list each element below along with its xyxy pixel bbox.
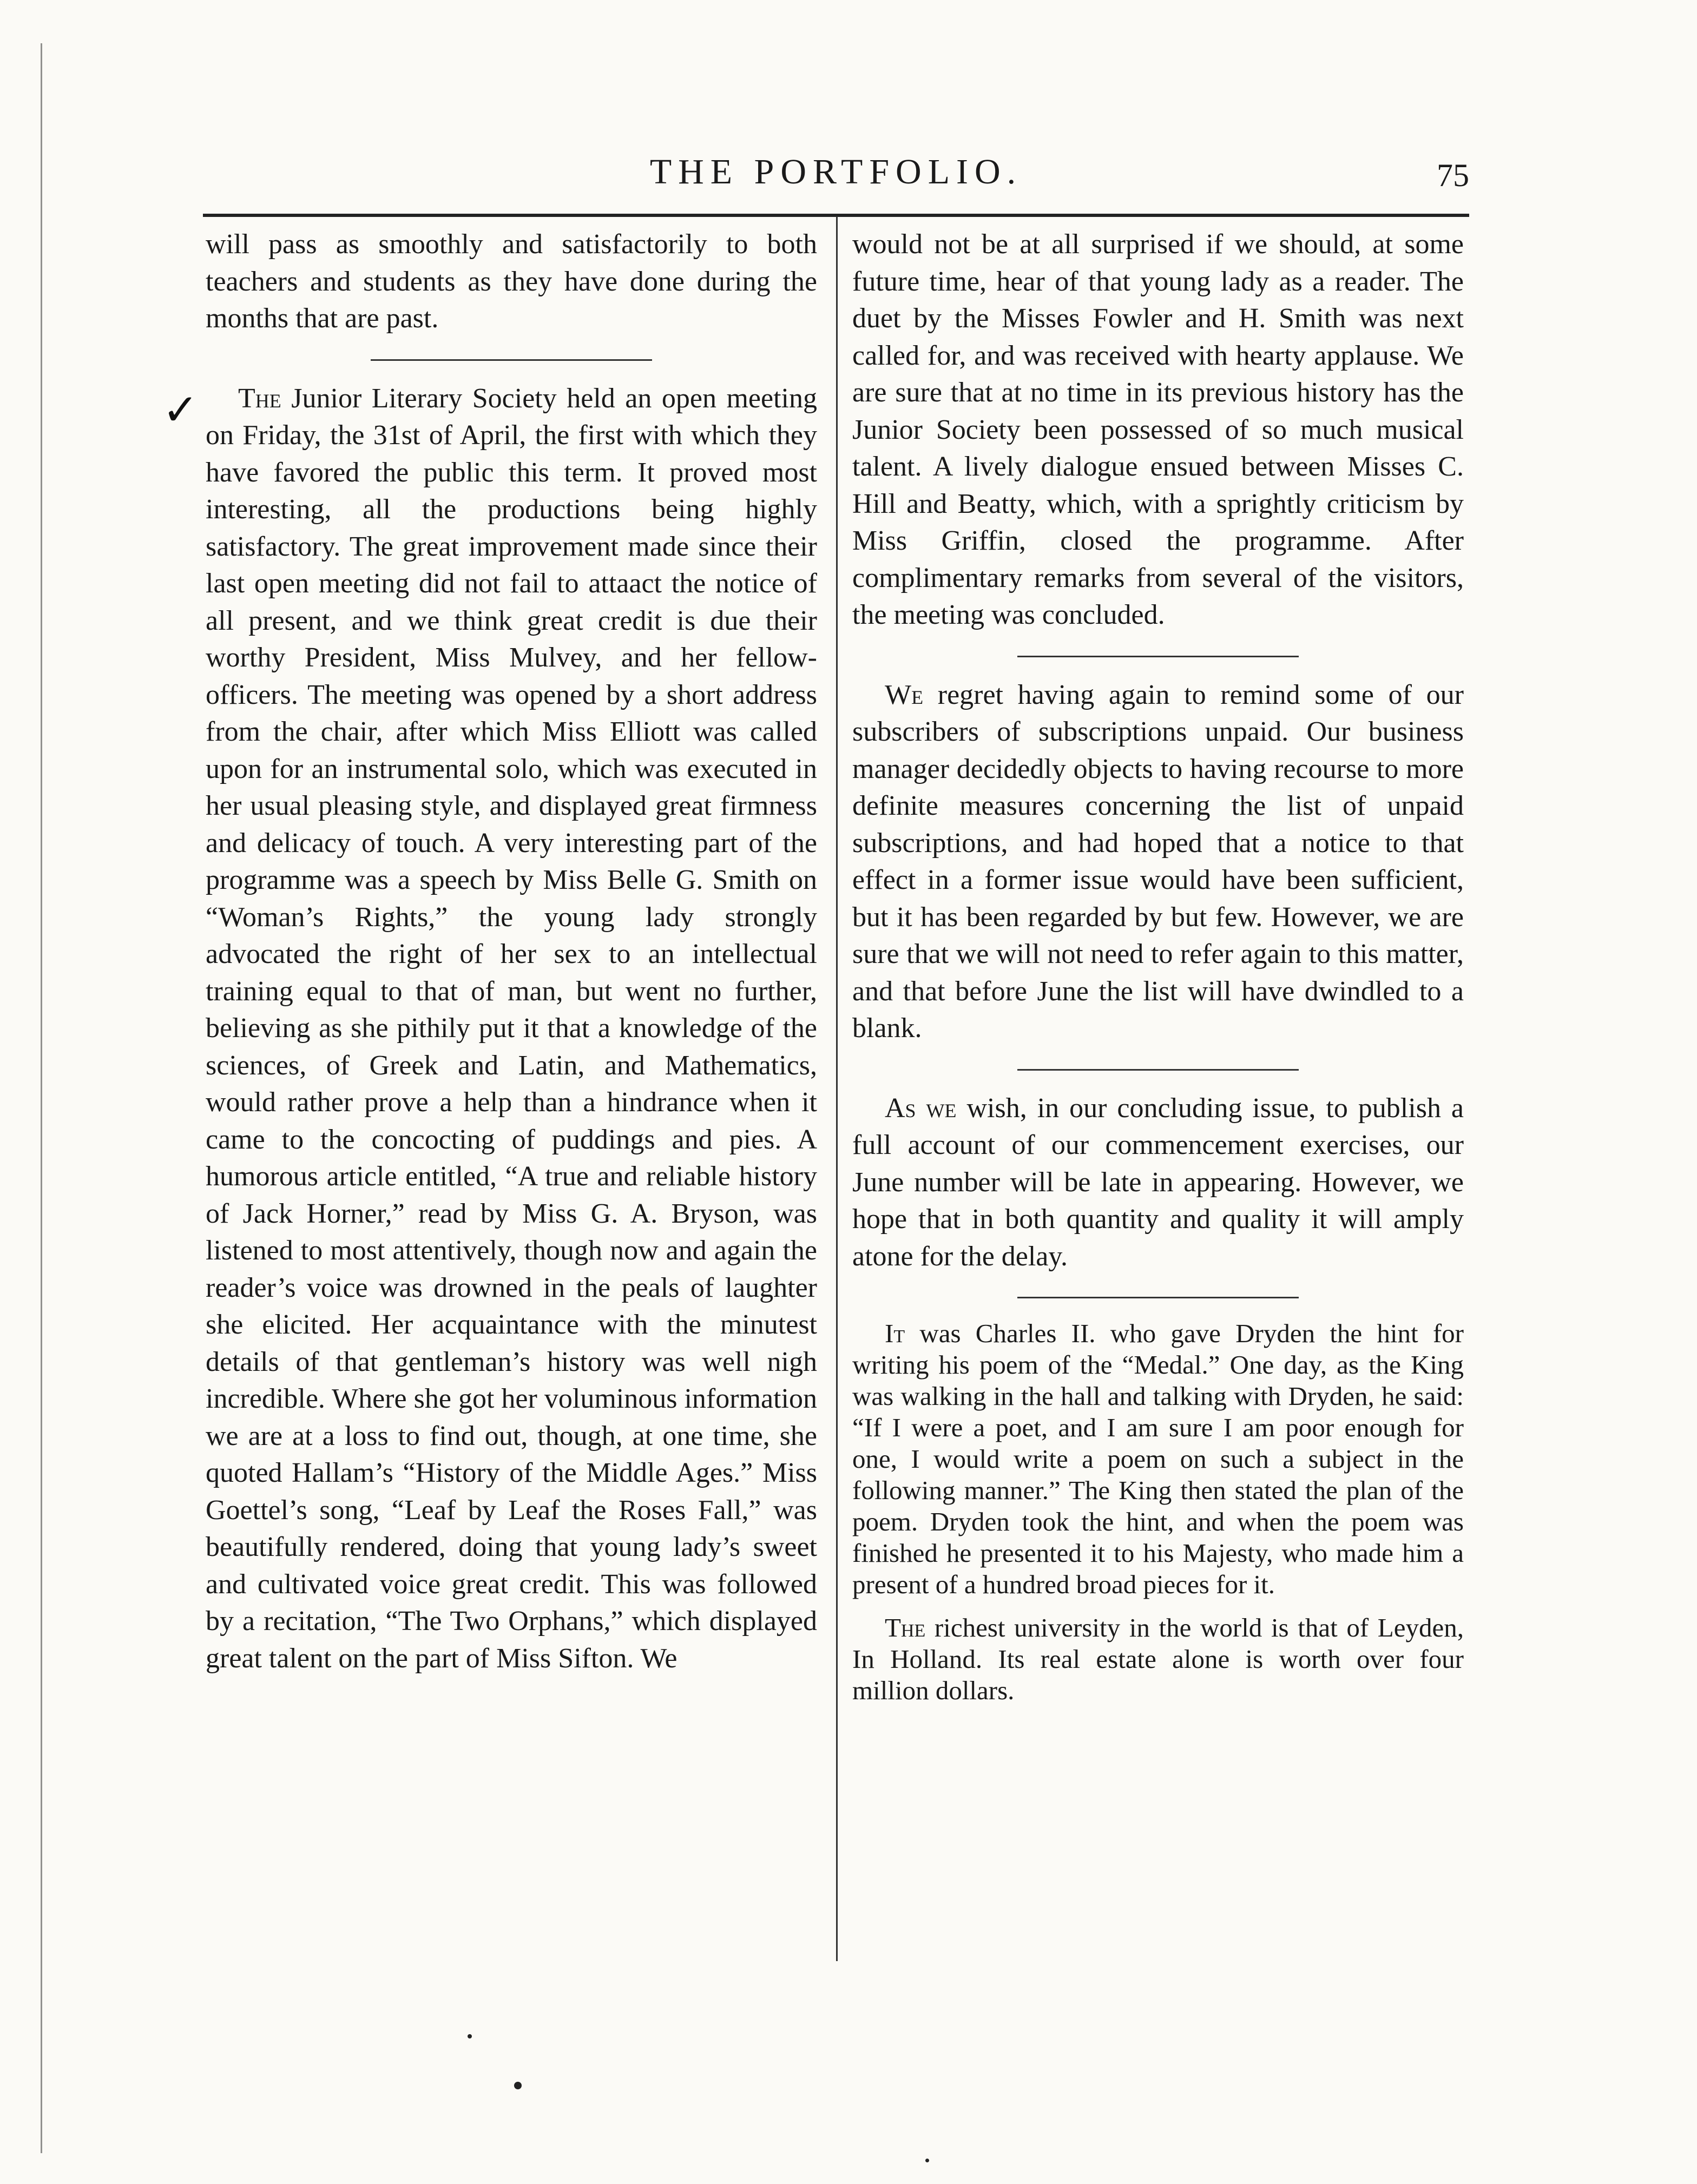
paragraph-lead: As we <box>885 1092 957 1124</box>
ink-speck <box>514 2082 522 2089</box>
junior-society-paragraph <box>206 380 817 1678</box>
june-number-paragraph <box>852 1090 1464 1276</box>
section-separator <box>1017 1069 1299 1071</box>
paragraph-body: wish, in our concluding issue, to publish a full account of our commencement exercises, our June number will be late in appearing. However, we hope that in both quantity and quality it will amply atone for the delay. <box>852 1092 1464 1272</box>
check-mark-icon: ✓ <box>162 385 199 435</box>
page-number: 75 <box>1437 157 1469 193</box>
paragraph-lead: The <box>885 1613 926 1642</box>
section-separator <box>1017 656 1299 657</box>
column-divider <box>836 216 838 1961</box>
ink-speck <box>925 2159 929 2162</box>
continued-paragraph: will pass as smoothly and satisfactorily to both teachers and students as they have done during the months that are past. <box>206 229 817 334</box>
ink-speck <box>468 2034 472 2038</box>
section-separator <box>371 359 652 361</box>
page-title: THE PORTFOLIO. <box>649 152 1023 192</box>
binding-edge-line <box>41 43 42 2153</box>
paragraph-body: Junior Literary Society held an open meeting on Friday, the 31st of April, the first with which they have favored the public this term. It proved most interesting, all the productions being highly satisfactory. The great improvement made since their last open meeting did not fail to attaact the notice of all present, and we think great credit is due their worthy President, Miss Mulvey, and her fellow-officers. The meeting was opened by a short address from the chair, after which Miss Elliott was called upon for an instrumental solo, which was executed in her usual pleasing style, and displayed great firmness and delicacy of touch. A very interesting part of the programme was a speech by Miss Belle G. Smith on “Woman’s Rights,” the young lady strongly advocated the right of her sex to an intellectual training equal to that of man, but went no further, believing as she pithily put it that a knowledge of the sciences, of Greek and Latin, and Mathematics, would rather prove a help than a hindrance when it came to the concocting of puddings and pies. A humorous article entitled, “A true and reliable history of Jack Horner,” read by Miss G. A. Bryson, was listened to most attentively, though now and again the reader’s voice was drowned in the peals of laughter she elicited. Her acquaintance with the minutest details of that gentleman’s history was well nigh incredible. Where she got her voluminous information we are at a loss to find out, though, at one time, she quoted Hallam’s “History of the Middle Ages.” Miss Goettel’s song, “Leaf by Leaf the Roses Fall,” was beautifully rendered, doing that young lady’s sweet and cultivated voice great credit. This was followed by a recitation, “The Two Orphans,” which displayed great talent on the part of Miss Sifton. We <box>206 382 817 1674</box>
section-separator <box>1017 1297 1299 1298</box>
right-column <box>852 226 1464 1706</box>
paragraph-body: richest university in the world is that of Leyden, In Holland. Its real estate alone is worth over four million dollars. <box>852 1613 1464 1705</box>
paragraph-lead: We <box>885 679 924 710</box>
page-header <box>203 150 1469 194</box>
left-column <box>206 226 817 1677</box>
continued-paragraph: would not be at all surprised if we should, at some future time, hear of that young lady as a reader. The duet by the Misses Fowler and H. Smith was next called for, and was received with hearty applause. We are sure that at no time in its previous history has the Junior Society been possessed of so much musical talent. A lively dialogue ensued between Misses C. Hill and Beatty, which, with a sprightly criticism by Miss Griffin, closed the programme. After complimentary remarks from several of the visitors, the meeting was concluded. <box>852 229 1464 630</box>
subscriptions-paragraph <box>852 677 1464 1047</box>
paragraph-lead: The <box>238 382 281 414</box>
paragraph-body: was Charles II. who gave Dryden the hint for writing his poem of the “Medal.” One day, as the King was walking in the hall and talking with Dryden, he said: “If I were a poet, and I am sure I am poor enough for one, I would write a poem on such a subject in the following manner.” The King then stated the plan of the poem. Dryden took the hint, and when the poem was finished he presented it to his Majesty, who made him a present of a hundred broad pieces for it. <box>852 1318 1464 1599</box>
dryden-paragraph <box>852 1318 1464 1600</box>
paragraph-lead: It <box>885 1318 905 1348</box>
leyden-paragraph <box>852 1612 1464 1706</box>
paragraph-body: regret having again to remind some of our subscribers of subscriptions unpaid. Our business manager decidedly objects to having recourse to more definite measures concerning the list of unpaid subscriptions, and had hoped that a notice to that effect in a former issue would have been sufficient, but it has been regarded by but few. However, we are sure that we will not need to refer again to this matter, and that before June the list will have dwindled to a blank. <box>852 679 1464 1044</box>
